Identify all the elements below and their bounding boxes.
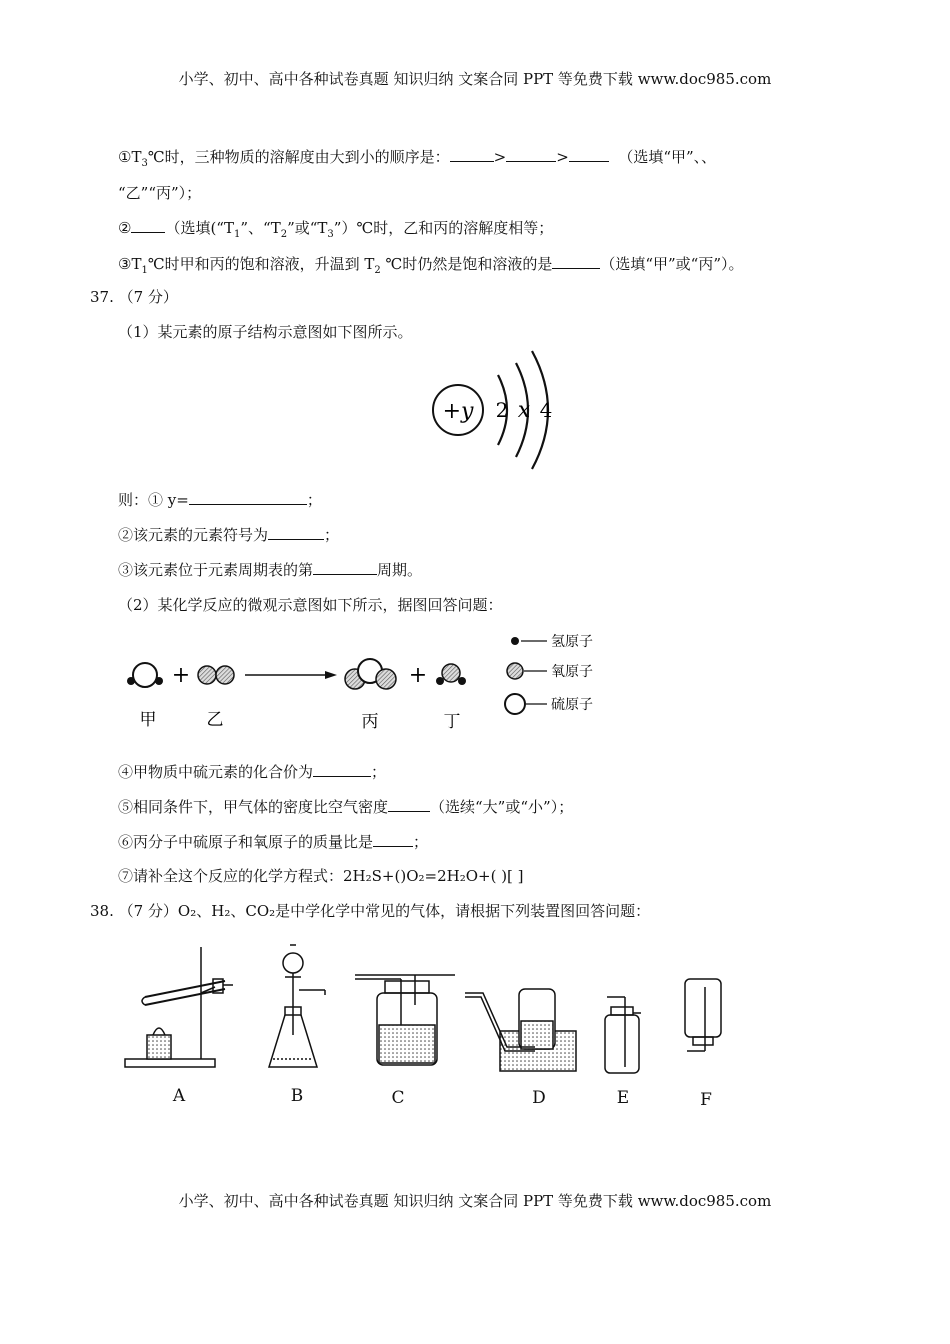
apparatus-d xyxy=(465,989,576,1071)
molecule-ding xyxy=(436,664,466,685)
q37-answer-7: ⑦请补全这个反应的化学方程式：2H₂S+()O₂=2H₂O+( )[ ] xyxy=(118,867,524,885)
label-a: A xyxy=(172,1086,186,1106)
q36-line-2: “乙”“丙”）； xyxy=(118,184,202,202)
q37-answer-1: 则：① y= ； xyxy=(118,491,322,509)
blank[interactable] xyxy=(313,560,377,575)
blank[interactable] xyxy=(131,218,165,233)
blank[interactable] xyxy=(313,762,371,777)
apparatus-c xyxy=(355,975,455,1065)
legend-o: 氧原子 xyxy=(551,664,593,680)
page-footer: 小学、初中、高中各种试卷真题 知识归纳 文案合同 PPT 等免费下载 www.doc985.com xyxy=(178,1192,772,1210)
shell3-count: 4 xyxy=(539,398,553,422)
molecule-jia xyxy=(127,663,163,687)
q37-answer-5: ⑤相同条件下，甲气体的密度比空气密度 （选续“大”或“小”）； xyxy=(118,798,574,816)
q36-line-3: ② （选填(“$T_1$”、“$T_2$”或“$T_3”)℃$时，乙和丙的溶解度相等； xyxy=(118,219,554,240)
q38-title: 38. （7 分）O₂、H₂、CO₂是中学化学中常见的气体，请根据下列装置图回答问题： xyxy=(90,902,651,920)
blank[interactable] xyxy=(552,254,600,269)
label-d: D xyxy=(532,1088,546,1108)
label-b: B xyxy=(290,1086,304,1106)
legend-s: 硫原子 xyxy=(551,697,593,713)
molecule-yi xyxy=(198,666,234,684)
q37-answer-2: ②该元素的元素符号为 ； xyxy=(118,526,340,544)
nucleus-label: +y xyxy=(442,399,474,424)
blank[interactable] xyxy=(506,147,556,162)
svg-text:+: + xyxy=(171,663,191,688)
molecule-bing xyxy=(345,659,396,689)
q37-part1: （1）某元素的原子结构示意图如下图所示。 xyxy=(118,323,413,341)
lab-apparatus-diagram xyxy=(115,935,755,1115)
legend xyxy=(505,634,593,714)
q36-line-4: $③T_1℃$时甲和丙的饱和溶液，升温到 $T_2$ ℃时仍然是饱和溶液的是 （选填“甲”或“丙”）。 xyxy=(118,255,744,276)
blank[interactable] xyxy=(388,797,430,812)
label-ding: 丁 xyxy=(443,712,461,732)
label-c: C xyxy=(391,1088,405,1108)
blank[interactable] xyxy=(569,147,609,162)
apparatus-e xyxy=(605,997,641,1073)
atom-structure-diagram xyxy=(420,345,570,475)
q37-answer-3: ③该元素位于元素周期表的第 周期。 xyxy=(118,561,423,579)
label-jia: 甲 xyxy=(139,710,157,730)
svg-text:+: + xyxy=(408,663,428,688)
q37-part2: （2）某化学反应的微观示意图如下所示，据图回答问题： xyxy=(118,596,503,614)
blank[interactable] xyxy=(450,147,494,162)
label-f: F xyxy=(700,1090,712,1110)
shell1-count: 2 xyxy=(495,398,509,422)
q37-title: 37. （7 分） xyxy=(90,288,178,306)
shell2-count: x xyxy=(517,398,531,423)
label-yi: 乙 xyxy=(206,710,224,730)
apparatus-b xyxy=(269,945,325,1067)
apparatus-a xyxy=(125,947,233,1067)
q37-answer-4: ④甲物质中硫元素的化合价为 ； xyxy=(118,763,387,781)
blank[interactable] xyxy=(373,832,413,847)
blank[interactable] xyxy=(268,525,324,540)
q36-line-1: $①T_3℃$时，三种物质的溶解度由大到小的顺序是： > > （选填“甲”、、 xyxy=(118,148,717,169)
blank[interactable] xyxy=(189,490,307,505)
label-e: E xyxy=(616,1088,630,1108)
reaction-micro-diagram xyxy=(115,625,615,740)
q37-answer-6: ⑥丙分子中硫原子和氧原子的质量比是 ； xyxy=(118,833,429,851)
apparatus-f xyxy=(685,979,721,1051)
legend-h: 氢原子 xyxy=(551,634,593,650)
label-bing: 丙 xyxy=(361,712,379,732)
page-header: 小学、初中、高中各种试卷真题 知识归纳 文案合同 PPT 等免费下载 www.doc985.com xyxy=(178,70,772,88)
